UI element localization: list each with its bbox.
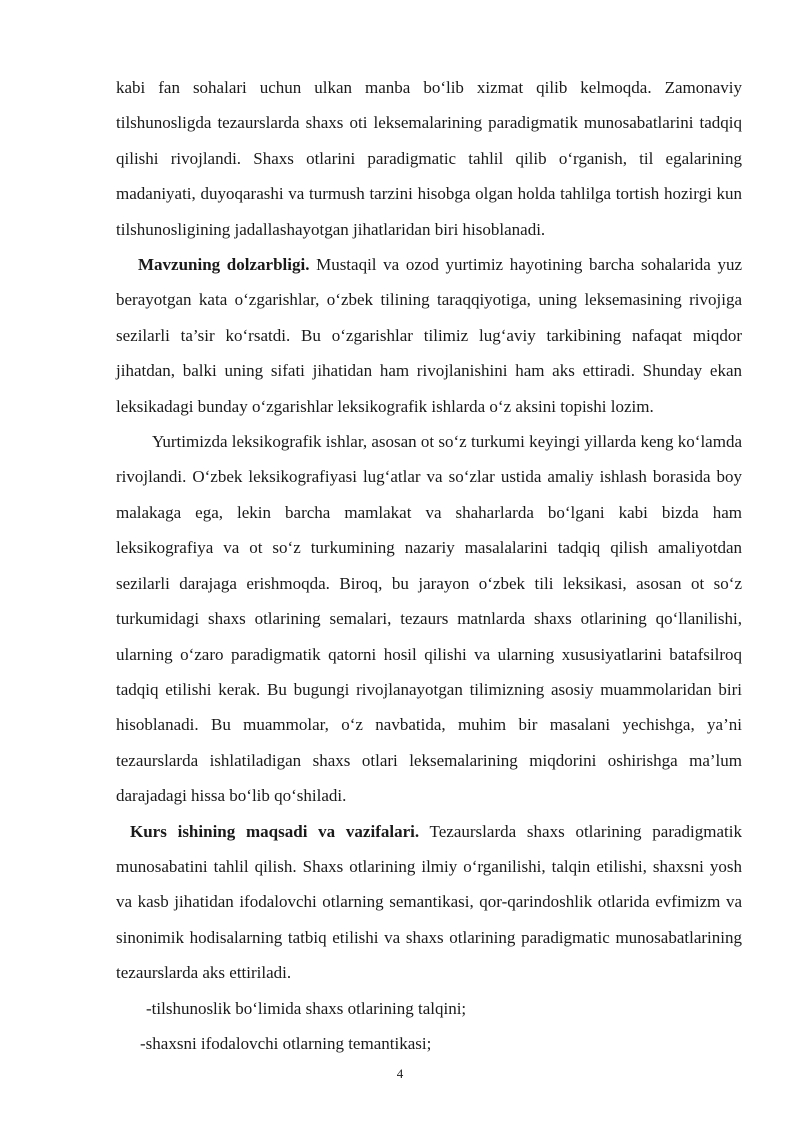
paragraph-goals bbox=[116, 814, 742, 991]
paragraph-lexicography bbox=[116, 424, 742, 813]
paragraph-relevance bbox=[116, 247, 742, 424]
paragraph-text: Tezaurslarda shaxs otlarining paradigmatik munosabatini tahlil qilish. Shaxs otlarining ilmiy o‘rganilishi, talqin etilishi, shaxsni yosh va kasb jihatidan ifodalovchi otlarning semantikasi, qor-qarindoshlik otlarida evfimizm va sinonimik hodisalarning tatbiq etilishi va shaxs otlarining paradigmatic munosabatlarining tezaurslarda aks ettiriladi. bbox=[116, 821, 742, 983]
paragraph-text: Mustaqil va ozod yurtimiz hayotining barcha sohalarida yuz berayotgan kata o‘zgarishlar, o‘zbek tilining taraqqiyotiga, uning leksemasining rivojiga sezilarli ta’sir ko‘rsatdi. Bu o‘zgarishlar tilimiz lug‘aviy tarkibining nafaqat miqdor jihatdan, balki uning sifati jihatidan ham rivojlanishini ham aks ettiradi. Shunday ekan leksikadagi bunday o‘zgarishlar leksikografik ishlarda o‘z aksini topishi lozim. bbox=[116, 255, 742, 416]
paragraph-text: Yurtimizda leksikografik ishlar, asosan ot so‘z turkumi keyingi yillarda keng ko‘lamda rivojlandi. O‘zbek leksikografiyasi lug‘atlar va so‘zlar ustida amaliy ishlash borasida boy malakaga ega, lekin barcha mamlakat va shaharlarda bo‘lgani kabi bizda ham leksikografiya va ot so‘z turkumining nazariy masalalarini tadqiq qilish amaliyotdan sezilarli darajaga erishmoqda. Biroq, bu jarayon o‘zbek tili leksikasi, asosan ot so‘z turkumidagi shaxs otlarining semalari, tezaurs matnlarda shaxs otlarining qo‘llanilishi, ularning o‘zaro paradigmatik qatorni hosil qilishi va ularning xususiyatlarini batafsilroq tadqiq etilishi kerak. Bu bugungi rivojlanayotgan tilimizning asosiy muammolaridan biri hisoblanadi. Bu muammolar, o‘z navbatida, muhim bir masalani yechishga, ya’ni tezaurslarda ishlatiladigan shaxs otlari leksemalarining miqdorini oshirishga ma’lum darajadagi hissa bo‘lib qo‘shiladi. bbox=[116, 432, 742, 806]
paragraph-intro bbox=[116, 70, 742, 247]
paragraph-heading: Kurs ishining maqsadi va vazifalari. bbox=[130, 821, 420, 841]
list-item: -shaxsni ifodalovchi otlarning temantikasi; bbox=[140, 1033, 432, 1053]
page-content bbox=[116, 70, 742, 1061]
paragraph-text: kabi fan sohalari uchun ulkan manba bo‘lib xizmat qilib kelmoqda. Zamonaviy tilshunosligda tezaurslarda shaxs oti leksemalarining paradigmatik munosabatlarini tadqiq qilishi rivojlandi. Shaxs otlarini paradigmatic tahlil qilib o‘rganish, til egalarining madaniyati, duyoqarashi va turmush tarzini hisobga olgan holda tahlilga tortish hozirgi kun tilshunosligining jadallashayotgan jihatlaridan biri hisoblanadi. bbox=[116, 78, 742, 239]
paragraph-heading: Mavzuning dolzarbligi. bbox=[138, 255, 310, 275]
page-number: 4 bbox=[396, 1066, 404, 1081]
list-item: -tilshunoslik bo‘limida shaxs otlarining talqini; bbox=[146, 998, 467, 1018]
